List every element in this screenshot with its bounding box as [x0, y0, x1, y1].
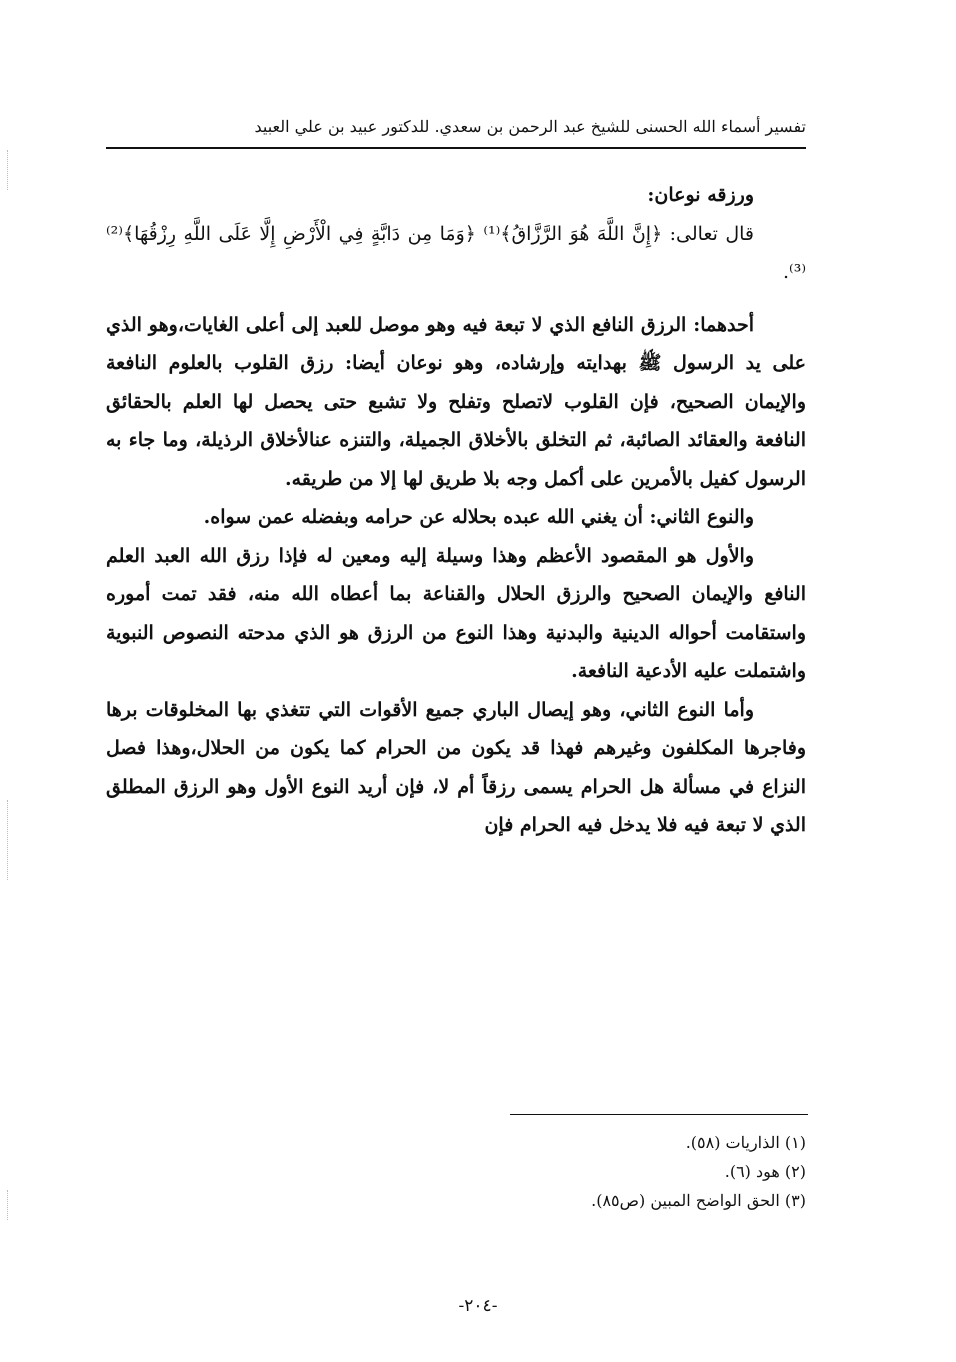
page-number: -٢٠٤-	[458, 1296, 498, 1316]
footnotes	[106, 1128, 806, 1215]
paragraph-first-is-greatest: والأول هو المقصود الأعظم وهذا وسيلة إليه ومعين له فإذا رزق الله العبد العلم النافع والإيمان الصحيح والرزق الحلال والقناعة بما أعطاه الله منه، فقد تمت أموره واستقامت أحواله الدينية والبدنية وهذا النوع من الرزق هو الذي مدحته النصوص النبوية واشتملت عليه الأدعية النافعة.	[106, 544, 806, 682]
paragraph-first-type: أحدهما: الرزق النافع الذي لا تبعة فيه وهو موصل للعبد إلى أعلى الغايات،وهو الذي على يد الرسول ﷺ بهدايته وإرشاده، وهو نوعان أيضا: رزق القلوب بالعلوم النافعة والإيمان الصحيح، فإن القلوب لاتصلح وتفلح ولا تشبع حتى يحصل لها العلم بالحقائق النافعة والعقائد الصائبة، ثم التخلق بالأخلاق الجميلة، والتنزه عنالأخلاق الرذيلة، وما جاء به الرسول كفيل بالأمرين على أكمل وجه بلا طريق لها إلا من طريقه.	[106, 313, 806, 490]
running-header: تفسير أسماء الله الحسنى للشيخ عبد الرحمن بن سعدي. للدكتور عبيد بن علي العبيد	[254, 117, 806, 136]
footnote-1: (١) الذاريات (٥٨).	[685, 1133, 806, 1152]
footnote-2: (٢) هود (٦).	[724, 1162, 806, 1181]
paragraph-second-type: وأما النوع الثاني، وهو إيصال الباري جميع الأقوات التي تتغذي بها المخلوقات برها وفاجرها المكلفون وغيرهم فهذا قد يكون من الحرام كما يكون من الحلال،وهذا فصل النزاع في مسألة هل الحرام يسمى رزقاً أم لا، فإن أريد النوع الأول وهو الرزق المطلق الذي لا تبعة فيه فلا يدخل فيه الحرام فإن	[106, 698, 806, 836]
footnote-divider	[510, 1114, 808, 1115]
scan-edge-mark	[7, 150, 8, 190]
scan-edge-mark	[7, 800, 8, 880]
paragraph-intro: ورزقه نوعان:	[647, 184, 754, 206]
paragraph-quran-verses: قال تعالى: ﴿إِنَّ اللَّهَ هُوَ الرَّزَّاقُ﴾⁽¹⁾ ﴿وَمَا مِن دَابَّةٍ فِي الْأَرْضِ إِلَّا عَلَى اللَّهِ رِزْقُهَا﴾⁽²⁾ ⁽³⁾.	[106, 222, 806, 283]
scan-edge-mark	[7, 1190, 8, 1220]
footnote-3: (٣) الحق الواضح المبين (ص٨٥).	[591, 1191, 806, 1210]
paragraph-second-kind: والنوع الثاني: أن يغني الله عبده بحلاله عن حرامه وبفضله عمن سواه.	[203, 506, 754, 528]
header-divider	[106, 147, 806, 149]
main-text	[106, 176, 806, 845]
